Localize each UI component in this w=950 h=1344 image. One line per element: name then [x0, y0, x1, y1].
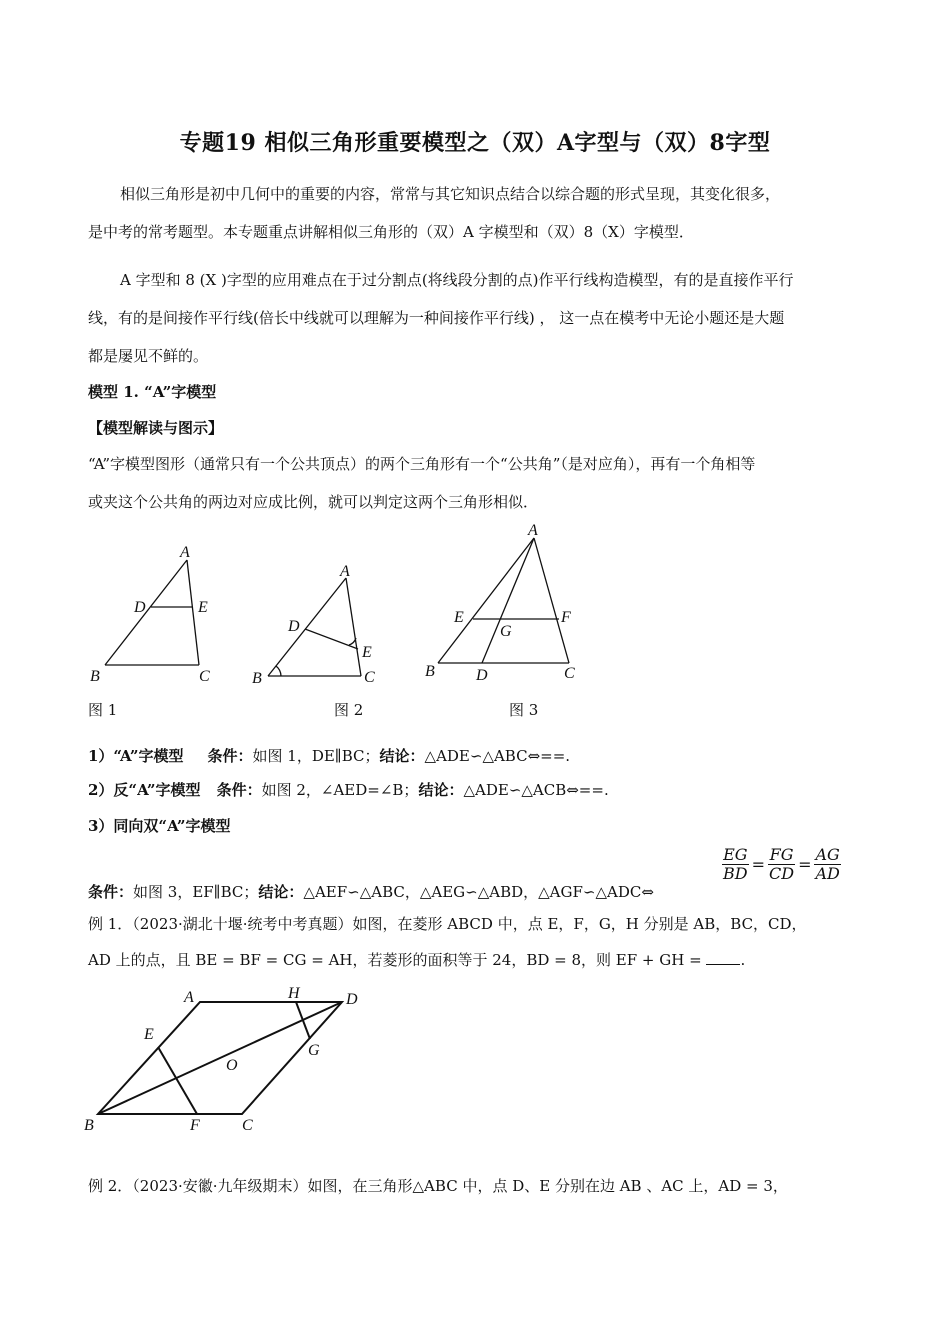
ex1-label-f: F	[190, 1117, 200, 1134]
case1-condition: 如图 1，DE∥BC；	[252, 747, 380, 765]
example1-line1: 例 1．（2023·湖北十堰·统考中考真题）如图，在菱形 ABCD 中，点 E，F，G，H 分别是 AB，BC，CD，	[88, 915, 807, 933]
fig3-caption: 图 3	[509, 701, 539, 719]
intro-p2-line1: A 字型和 8 (X )字型的应用难点在于过分割点(将线段分割的点)作平行线构造模型，有的是直接作平行	[120, 271, 794, 289]
answer-blank[interactable]	[706, 964, 740, 965]
fig3-side-ac	[534, 538, 569, 663]
fig3-label-g: G	[500, 623, 512, 640]
case2-cond-label: 条件：	[216, 781, 262, 799]
case2-label: 2）反“A”字模型	[88, 781, 201, 799]
case1-row	[88, 746, 570, 766]
intro-p2-line2: 线，有的是间接作平行线(倍长中线就可以理解为一种间接作平行线) ， 这一点在模考中无论小题还是大题	[88, 309, 785, 327]
ex1-label-h: H	[288, 985, 300, 1002]
ratio-fg-cd: $\frac{FG}{CD}$	[769, 845, 795, 883]
case2-row	[88, 780, 609, 800]
fig1-label-c: C	[199, 668, 210, 685]
ex1-label-a: A	[184, 989, 194, 1006]
fig2-side-ac	[346, 578, 361, 676]
case3-ratio-equation: $\frac{EG}{BD}$ = $\frac{FG}{CD}$ = $\frac{AG}{AD}$	[723, 845, 840, 883]
fig2-caption: 图 2	[334, 701, 364, 719]
example1-line2: AD 上的点，且 BE = BF = CG = AH，若菱形的面积等于 24，BD = 8，则 EF + GH = .	[88, 951, 746, 969]
ex1-label-g: G	[308, 1042, 320, 1059]
case3-concl-label: 结论：	[258, 883, 304, 901]
ex1-label-o: O	[226, 1057, 238, 1074]
model1-heading: 模型 1. “A”字模型	[88, 383, 217, 401]
ex1-label-d: D	[346, 991, 358, 1008]
segment-hg	[296, 1002, 310, 1039]
ex1-label-c: C	[242, 1117, 253, 1134]
case2-condition: 如图 2，∠AED=∠B；	[261, 781, 419, 799]
model1-desc-line2: 或夹这个公共角的两边对应成比例，就可以判定这两个三角形相似．	[88, 493, 539, 511]
fig2-angle-b-arc	[276, 666, 281, 676]
ex1-label-e: E	[144, 1026, 154, 1043]
model1-desc-line1: “A”字模型图形（通常只有一个公共顶点）的两个三角形有一个“公共角”（是对应角），再有一个角相等	[88, 455, 756, 473]
figure-3	[418, 518, 588, 688]
fig2-segment-de	[305, 629, 358, 649]
case1-concl-label: 结论：	[379, 747, 425, 765]
segment-ef	[158, 1047, 197, 1114]
case2-conclusion: △ADE∽△ACB⇔==.	[463, 781, 609, 799]
ratio-eg-bd: $\frac{EG}{BD}$	[723, 845, 748, 883]
intro-p2-line3: 都是屡见不鲜的。	[88, 347, 209, 365]
case3-label: 3）同向双“A”字模型	[88, 817, 231, 835]
ex1-label-b: B	[84, 1117, 94, 1134]
fig2-side-ab	[268, 578, 346, 676]
fig2-label-e: E	[362, 644, 372, 661]
fig1-label-e: E	[198, 599, 208, 616]
case1-label: 1）“A”字模型	[88, 747, 184, 765]
fig1-label-b: B	[90, 668, 100, 685]
case2-concl-label: 结论：	[418, 781, 464, 799]
fig2-label-c: C	[364, 669, 375, 686]
fig3-label-f: F	[561, 609, 571, 626]
fig2-label-b: B	[252, 670, 262, 687]
model1-subheading: 【模型解读与图示】	[88, 419, 224, 437]
fig1-label-a: A	[180, 544, 190, 561]
fig3-label-e: E	[454, 609, 464, 626]
figure-2	[248, 556, 388, 691]
fig1-label-d: D	[134, 599, 146, 616]
page-title: 专题19 相似三角形重要模型之（双）A字型与（双）8字型	[179, 130, 771, 156]
fig1-side-ab	[105, 560, 187, 665]
fig2-label-a: A	[340, 563, 350, 580]
case3-row	[88, 882, 654, 902]
case3-condition: 如图 3，EF∥BC；	[133, 883, 259, 901]
case1-conclusion: △ADE∽△ABC⇔==.	[424, 747, 571, 765]
ratio-ag-ad: $\frac{AG}{AD}$	[815, 845, 840, 883]
fig3-label-a: A	[528, 522, 538, 539]
fig3-label-c: C	[564, 665, 575, 682]
fig3-label-b: B	[425, 663, 435, 680]
fig3-label-d: D	[476, 667, 488, 684]
case3-cond-label: 条件：	[88, 883, 134, 901]
diagonal-bd	[98, 1002, 342, 1114]
example1-rhombus-figure	[80, 982, 380, 1142]
fig3-side-ab	[438, 538, 534, 663]
fig3-segment-ad	[482, 538, 534, 663]
fig2-label-d: D	[288, 618, 300, 635]
example2-line1: 例 2．（2023·安徽·九年级期末）如图，在三角形△ABC 中，点 D、E 分别在边 AB 、AC 上，AD = 3，	[88, 1177, 788, 1195]
intro-p1-line1: 相似三角形是初中几何中的重要的内容，常常与其它知识点结合以综合题的形式呈现，其变化很多，	[120, 185, 781, 203]
figure-1	[88, 540, 228, 690]
case1-cond-label: 条件：	[207, 747, 253, 765]
case3-conclusion: △AEF∽△ABC，△AEG∽△ABD，△AGF∽△ADC⇔	[303, 883, 654, 901]
fig1-caption: 图 1	[88, 701, 118, 719]
fig2-angle-e-arc	[349, 638, 356, 645]
intro-p1-line2: 是中考的常考题型。本专题重点讲解相似三角形的（双）A 字模型和（双）8（X）字模型．	[88, 223, 694, 241]
